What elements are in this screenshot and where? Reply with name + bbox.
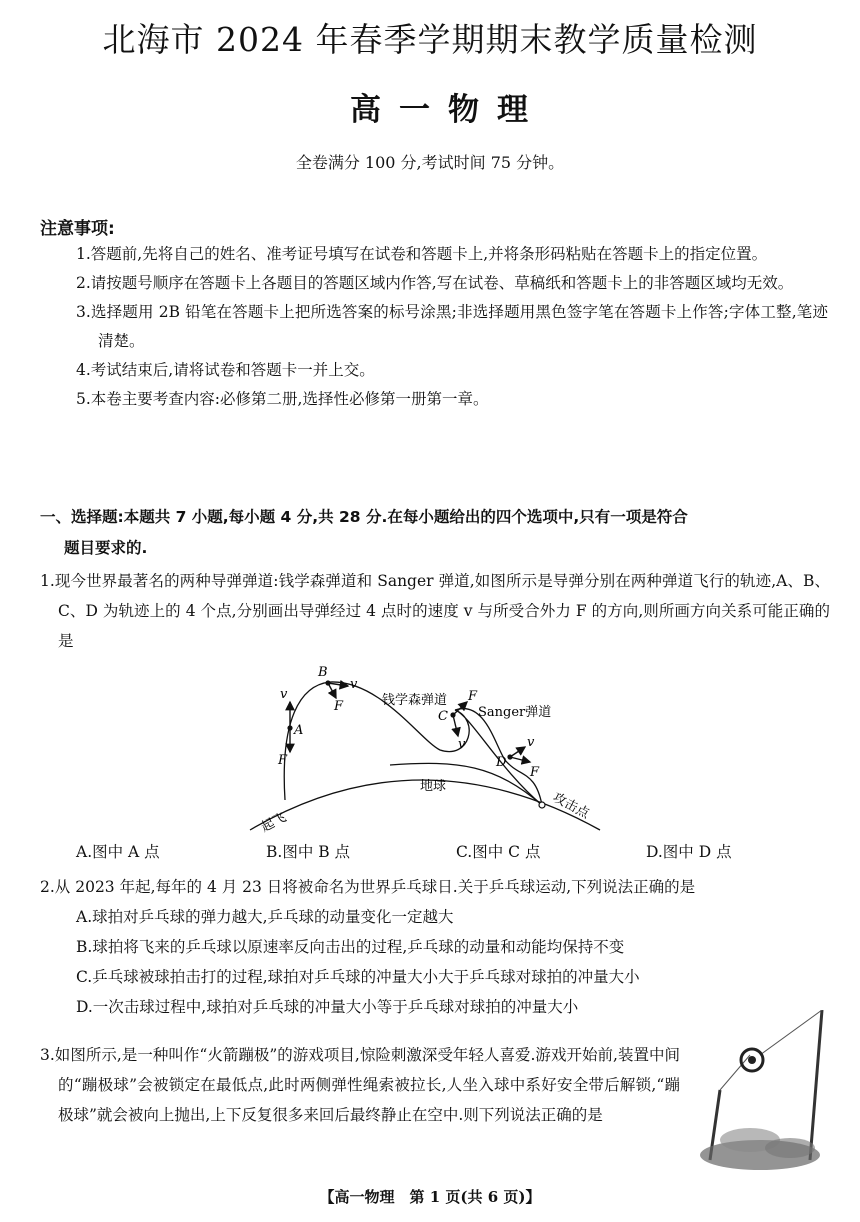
label-sanger: Sanger弹道 [478, 705, 552, 720]
label-d: D [496, 755, 507, 770]
question-3-text: 3.如图所示,是一种叫作“火箭蹦极”的游戏项目,惊险刺激深受年轻人喜爱.游戏开始前,装置中间的“蹦极球”会被锁定在最低点,此时两侧弹性绳索被拉长,人坐入球中系好安全带后解锁,“蹦极球”就会被向上抛出,上下反复很多来回后最终静止在空中.则下列说法正确的是 [40, 1046, 680, 1124]
notes-list [76, 240, 828, 414]
note-item: 2.请按题号顺序在答题卡上各题目的答题区域内作答,写在试卷、草稿纸和答题卡上的非答题区域均无效。 [76, 274, 794, 292]
label-f-b: F [334, 699, 344, 714]
question-3 [40, 1040, 680, 1130]
exam-title: 北海市 2024 年春季学期期末教学质量检测 [102, 20, 758, 59]
label-qian: 钱学森弹道 [382, 693, 448, 708]
option-a: A.图中 A 点 [76, 843, 160, 861]
option-a: A.球拍对乒乓球的弹力越大,乒乓球的动量变化一定越大 [76, 908, 454, 926]
label-earth: 地球 [420, 779, 447, 794]
section-heading [40, 502, 830, 564]
question-1-text: 1.现今世界最著名的两种导弹弹道:钱学森弹道和 Sanger 弹道,如图所示是导弹分别在两种弹道飞行的轨迹,A、B、C、D 为轨迹上的 4 个点,分别画出导弹经过 4 点时的速度 v 与所受合外力 F 的方向,则所画方向关系可能正确的是 [40, 572, 830, 650]
trajectory-figure [240, 660, 610, 840]
label-v-d: v [527, 735, 535, 750]
question-2 [40, 872, 830, 1022]
label-f-a: F [278, 753, 288, 768]
label-v-b: v [350, 677, 358, 692]
question-1-options [76, 840, 836, 862]
note-item: 4.考试结束后,请将试卷和答题卡一并上交。 [76, 361, 375, 379]
option-b: B.图中 B 点 [266, 843, 351, 861]
sanger-trajectory [390, 763, 542, 805]
question-1 [40, 566, 830, 656]
note-item: 3.选择题用 2B 铅笔在答题卡上把所选答案的标号涂黑;非选择题用黑色签字笔在答题卡上作答;字体工整,笔迹清楚。 [76, 303, 828, 350]
option-d: D.一次击球过程中,球拍对乒乓球的冲量大小等于乒乓球对球拍的冲量大小 [76, 998, 579, 1016]
label-b: B [318, 665, 328, 680]
page-footer: 【高一物理 第 1 页(共 6 页)】 [319, 1188, 541, 1206]
option-b: B.球拍将飞来的乒乓球以原速率反向击出的过程,乒乓球的动量和动能均保持不变 [76, 938, 625, 956]
section-line-2: 题目要求的. [64, 539, 148, 557]
note-item: 1.答题前,先将自己的姓名、准考证号填写在试卷和答题卡上,并将条形码粘贴在答题卡上的指定位置。 [76, 245, 768, 263]
rocket-bungee-photo [690, 1010, 830, 1170]
notes-heading: 注意事项: [40, 219, 115, 239]
option-d: D.图中 D 点 [646, 843, 732, 861]
option-c: C.乒乓球被球拍击打的过程,球拍对乒乓球的冲量大小大于乒乓球对球拍的冲量大小 [76, 968, 640, 986]
exam-subject: 高一物理 [350, 92, 546, 128]
label-takeoff: 起飞 [258, 810, 289, 836]
question-2-text: 2.从 2023 年起,每年的 4 月 23 日将被命名为世界乒乓球日.关于乒乓球运动,下列说法正确的是 [40, 878, 696, 896]
option-c: C.图中 C 点 [456, 843, 541, 861]
label-v-c: v [458, 737, 466, 752]
section-line-1: 一、选择题:本题共 7 小题,每小题 4 分,共 28 分.在每小题给出的四个选项中,只有一项是符合 [40, 508, 688, 526]
label-c: C [438, 709, 448, 724]
label-f-d: F [530, 765, 540, 780]
label-target: 攻击点 [550, 790, 592, 822]
label-a: A [294, 723, 304, 738]
label-f-c: F [468, 689, 478, 704]
label-v-a: v [280, 687, 288, 702]
exam-info: 全卷满分 100 分,考试时间 75 分钟。 [295, 153, 565, 172]
note-item: 5.本卷主要考查内容:必修第二册,选择性必修第一册第一章。 [76, 390, 489, 408]
